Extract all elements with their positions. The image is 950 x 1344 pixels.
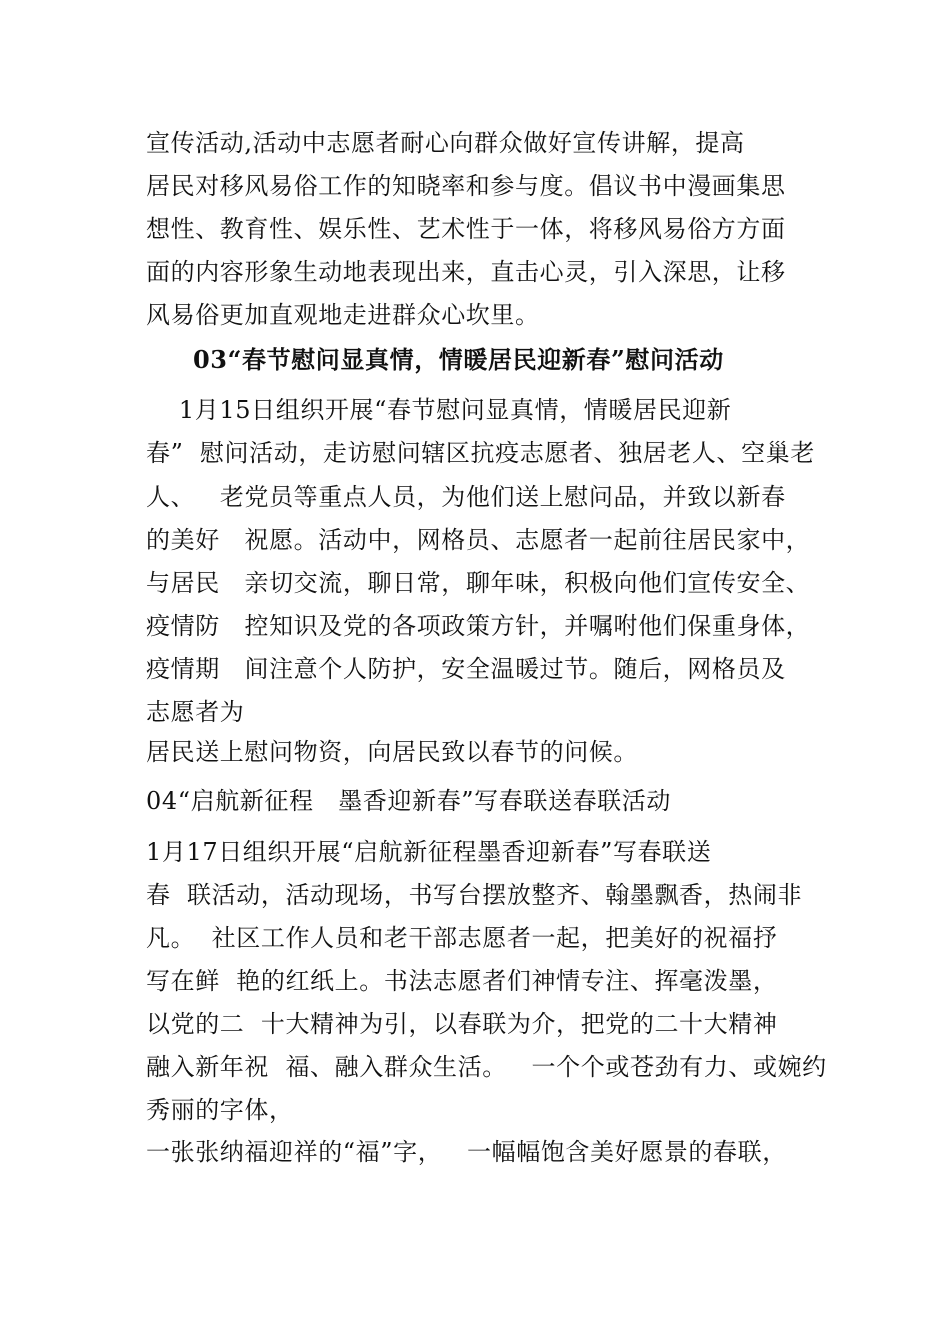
paragraph-line: 的美好 祝愿。活动中，网格员、志愿者一起前往居民家中， bbox=[146, 526, 811, 554]
paragraph-line: 融入新年祝 福、融入群众生活。 一个个或苍劲有力、或婉约 bbox=[146, 1053, 827, 1081]
paragraph-line: 以党的二 十大精神为引，以春联为介，把党的二十大精神 bbox=[146, 1010, 778, 1038]
paragraph-line: 凡。 社区工作人员和老干部志愿者一起，把美好的祝福抒 bbox=[146, 924, 778, 952]
paragraph-line: 秀丽的字体， bbox=[146, 1096, 294, 1124]
paragraph-line: 居民对移风易俗工作的知晓率和参与度。倡议书中漫画集思 bbox=[146, 172, 786, 200]
paragraph-line: 宣传活动,活动中志愿者耐心向群众做好宣传讲解，提高 bbox=[146, 129, 745, 157]
paragraph-line: 疫情防 控知识及党的各项政策方针，并嘱咐他们保重身体， bbox=[146, 612, 811, 640]
paragraph-line: 人、 老党员等重点人员，为他们送上慰问品，并致以新春 bbox=[146, 483, 786, 511]
paragraph-line: 写在鲜 艳的红纸上。书法志愿者们神情专注、挥毫泼墨， bbox=[146, 967, 778, 995]
paragraph-line: 春 联活动，活动现场，书写台摆放整齐、翰墨飘香，热闹非 bbox=[146, 881, 803, 909]
paragraph-line: 一张张纳福迎祥的“福”字， 一幅幅饱含美好愿景的春联， bbox=[146, 1138, 787, 1166]
paragraph-line: 与居民 亲切交流，聊日常，聊年味，积极向他们宣传安全、 bbox=[146, 569, 811, 597]
paragraph-line: 志愿者为 bbox=[146, 698, 245, 726]
paragraph-line: 1月15日组织开展“春节慰问显真情，情暖居民迎新 bbox=[146, 396, 732, 424]
paragraph-line: 面的内容形象生动地表现出来，直击心灵，引入深思，让移 bbox=[146, 258, 786, 286]
paragraph-line: 疫情期 间注意个人防护，安全温暖过节。随后，网格员及 bbox=[146, 655, 786, 683]
paragraph-line: 居民送上慰问物资，向居民致以春节的问候。 bbox=[146, 738, 638, 766]
paragraph-line: 春” 慰问活动，走访慰问辖区抗疫志愿者、独居老人、空巢老 bbox=[146, 439, 815, 467]
section-heading-04: 04“启航新征程 墨香迎新春”写春联送春联活动 bbox=[146, 787, 671, 815]
paragraph-line: 1月17日组织开展“启航新征程墨香迎新春”写春联送 bbox=[146, 838, 712, 866]
paragraph-line: 风易俗更加直观地走进群众心坎里。 bbox=[146, 301, 540, 329]
paragraph-line: 想性、教育性、娱乐性、艺术性于一体，将移风易俗方方面 bbox=[146, 215, 786, 243]
section-heading-03: 03“春节慰问显真情，情暖居民迎新春”慰问活动 bbox=[193, 345, 724, 374]
